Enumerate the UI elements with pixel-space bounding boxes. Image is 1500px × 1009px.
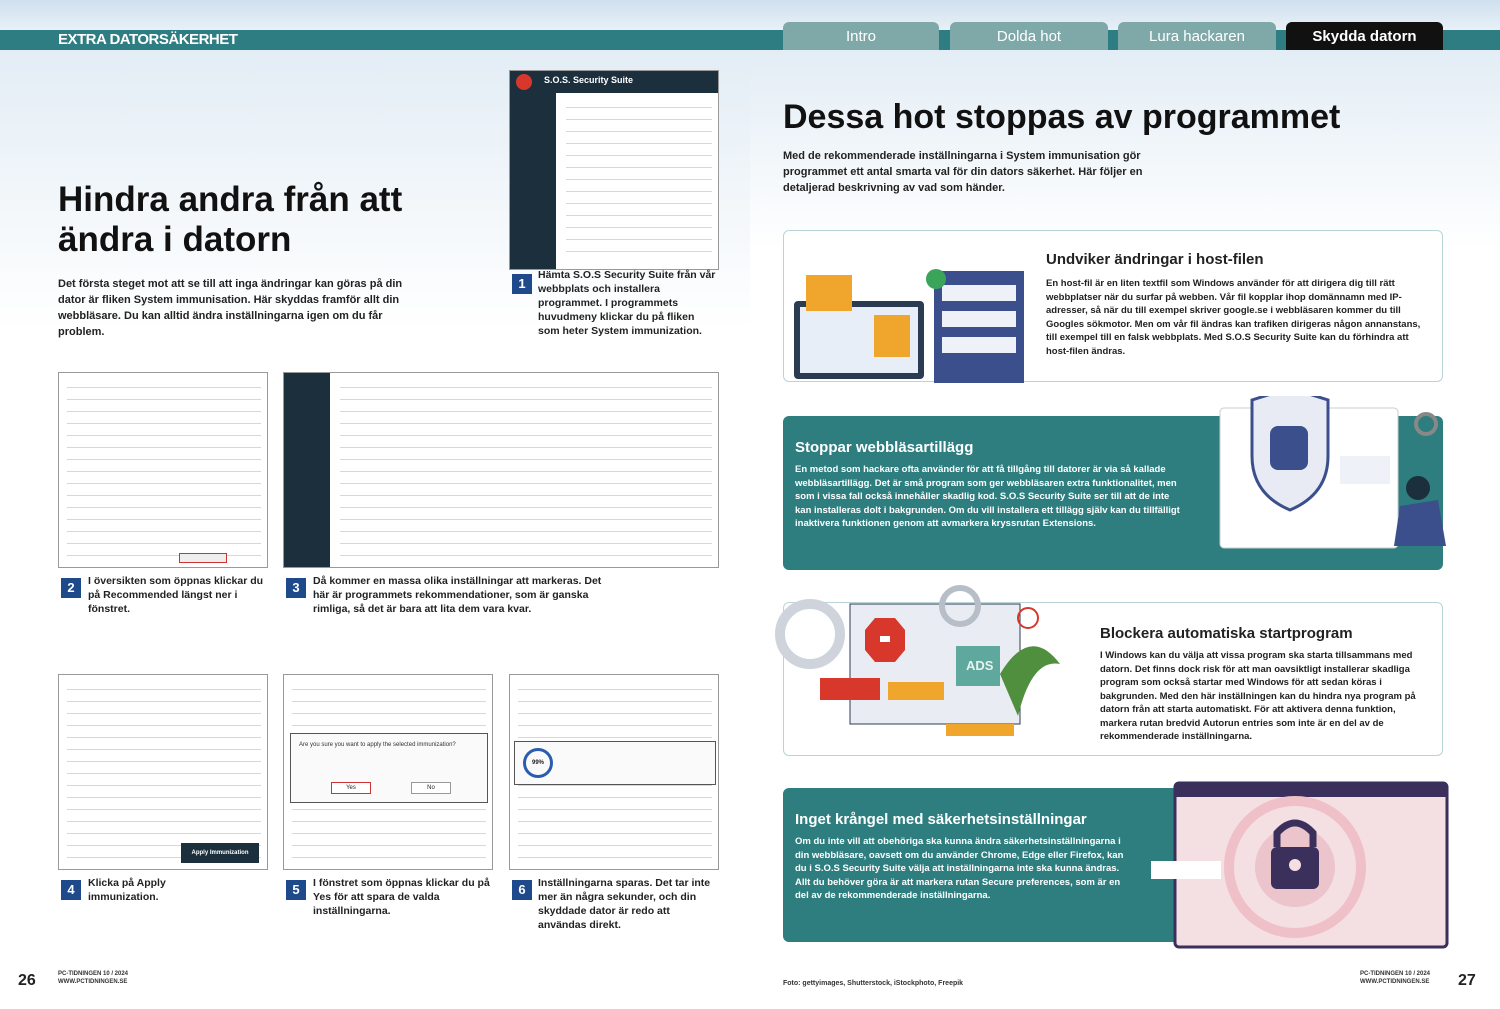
screenshot-2 [58, 372, 268, 568]
box-extensions-text: En metod som hackare ofta använder för att få tillgång till datorer är via så kallade webbläsartillägg. Det är små program som ger webbläsaren extra funktionalitet, men som i vissa fall också innehåller skadlig kod. S.O.S Security Suite ser till att de inte kan installeras dolt i bakgrunden. Om du vill installera ett tillägg själv kan du tillfälligt inaktivera funktionen genom att avmarkera kryssrutan Extensions. [795, 464, 1180, 529]
yes-button[interactable]: Yes [331, 782, 371, 794]
step-3-number: 3 [286, 578, 306, 598]
left-title: Hindra andra från att ändra i datorn [58, 180, 403, 259]
shield-hand-illustration [1190, 396, 1460, 571]
no-button[interactable]: No [411, 782, 451, 794]
settings-list [340, 381, 712, 559]
step-1-text: Hämta S.O.S Security Suite från vår webbplats och installera programmet. I programmets huvudmeny klickar du på fliken som heter System immunization. [538, 269, 716, 337]
step-4-text: Klicka på Apply immunization. [88, 877, 166, 903]
dialog-text: Are you sure you want to apply the selected immunization? [299, 742, 456, 748]
left-intro: Det första steget mot att se till att inga ändringar kan göras på din dator är fliken System immunisation. Här skyddas framför allt din webbläsare. Du kan alltid ändra inställningarna igen om du får problem. [58, 278, 403, 338]
server-folder-illustration [784, 231, 1034, 383]
box-hostfile-text: En host-fil är en liten textfil som Windows använder för att dirigera dig till rätt webbplatser när du surfar på webben. Vår fil kopplar ihop domännamn med IP-adresser, så när du till exempel skriver google.se i webbläsaren kommer du till Googles sökmotor. Men om vår fil ändras kan trafiken dirigeras någon annanstans, till exempel till en falsk webbplats. Med S.O.S Security Suite kan du förhindra att host-filen ändras. [1046, 278, 1421, 357]
confirm-dialog [290, 733, 488, 803]
box-autostart-text: I Windows kan du välja att vissa program ska starta tillsammans med datorn. Det finns dock risk för att man oavsiktligt installerar skadliga program som också startar med Windows för att sedan köras i bakgrunden. Med den här inställningen kan du hindra nya program på datorn från att starta automatiskt. För att aktivera denna funktion, markera rutan bredvid Autorun entries som inte är en del av de rekommenderade inställningarna. [1100, 650, 1416, 742]
screenshot-5 [283, 674, 493, 870]
box-hostfile-title: Undviker ändringar i host-filen [1046, 251, 1264, 268]
box-autostart-title: Blockera automatiska startprogram [1100, 625, 1353, 642]
footer-left: PC-TIDNINGEN 10 / 2024 WWW.PCTIDNINGEN.SE [58, 971, 129, 985]
progress-ring: 99% [523, 748, 553, 778]
right-title: Dessa hot stoppas av programmet [783, 98, 1341, 136]
photo-credit: Foto: gettyimages, Shutterstock, iStockphoto, Freepik [783, 980, 964, 987]
info-box-hostfile [783, 230, 1443, 382]
screenshot-3 [283, 372, 719, 568]
settings-list [67, 683, 261, 861]
recommended-button[interactable] [179, 553, 227, 563]
step-1-number: 1 [512, 274, 532, 294]
step-6-number: 6 [512, 880, 532, 900]
progress-dialog [514, 741, 716, 785]
screenshot-1 [509, 70, 719, 270]
box-preferences-title: Inget krångel med säkerhetsinställningar [795, 811, 1087, 828]
tab-skydda-datorn[interactable]: Skydda datorn [1286, 22, 1443, 50]
app-title: S.O.S. Security Suite [544, 75, 634, 85]
box-extensions-title: Stoppar webbläsartillägg [795, 439, 974, 456]
right-intro: Med de rekommenderade inställningarna i System immunisation gör programmet ett antal smarta val för din dators säkerhet. Här följer en detaljerad beskrivning av vad som händer. [783, 150, 1143, 194]
section-label: EXTRA DATORSÄKERHET [58, 31, 238, 48]
screenshot-4 [58, 674, 268, 870]
page-number-right: 27 [1458, 972, 1476, 989]
settings-list [566, 101, 712, 261]
step-2-number: 2 [61, 578, 81, 598]
box-preferences-text: Om du inte vill att obehöriga ska kunna ändra säkerhetsinställningarna i din webbläsare, oavsett om du använder Chrome, Edge eller Firefox, kan du i S.O.S Security Suite välja att inställningarna inte ska kunna ändras. Allt du behöver göra är att markera rutan Secure preferences, som är en del av de rekommenderade inställningarna. [795, 836, 1124, 901]
page-number-left: 26 [18, 972, 36, 989]
tab-lura-hackaren[interactable]: Lura hackaren [1118, 22, 1276, 50]
app-sidebar [510, 93, 556, 269]
app-logo-icon [516, 74, 532, 90]
blocked-ads-illustration [770, 584, 1070, 768]
step-5-text: I fönstret som öppnas klickar du på Yes för att spara de valda inställningarna. [313, 877, 490, 917]
step-6-text: Inställningarna sparas. Det tar inte mer än några sekunder, och din skyddade dator är redo att användas direkt. [538, 877, 711, 931]
padlock-illustration [1135, 765, 1465, 965]
step-3-text: Då kommer en massa olika inställningar att markeras. Det här är programmets rekommendationer, som är ganska rimliga, så det är bara att lita dem vara kvar. [313, 575, 602, 615]
step-4-number: 4 [61, 880, 81, 900]
step-2-text: I översikten som öppnas klickar du på Recommended längst ner i fönstret. [88, 575, 264, 615]
tab-intro[interactable]: Intro [783, 22, 939, 50]
settings-list [67, 381, 261, 559]
tab-dolda-hot[interactable]: Dolda hot [950, 22, 1108, 50]
footer-right: PC-TIDNINGEN 10 / 2024 WWW.PCTIDNINGEN.SE [1360, 971, 1431, 985]
step-5-number: 5 [286, 880, 306, 900]
ads-label: ADS [966, 658, 994, 673]
apply-immunization-button[interactable]: Apply Immunization [181, 843, 259, 863]
screenshot-6 [509, 674, 719, 870]
app-sidebar [284, 373, 330, 567]
